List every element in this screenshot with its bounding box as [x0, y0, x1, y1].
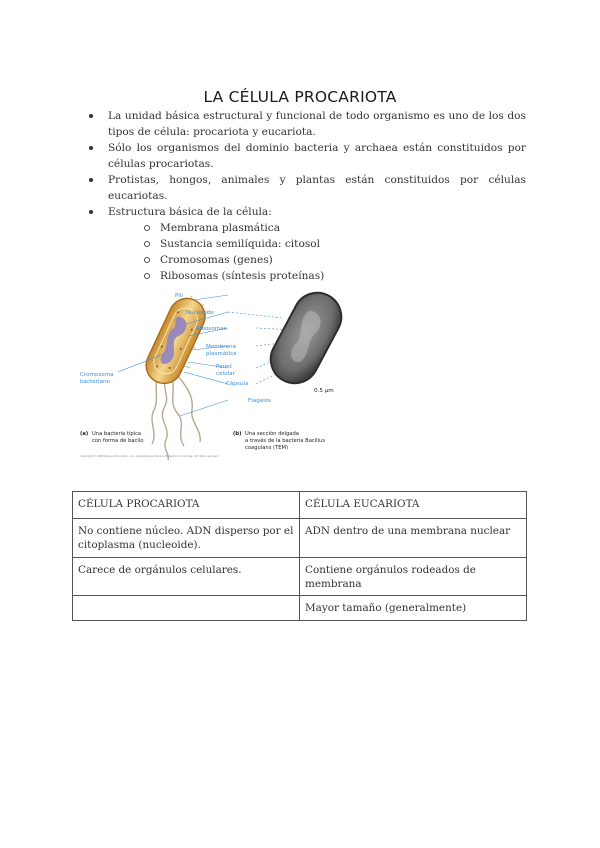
- bullet-item: Sólo los organismos del dominio bacteria y archaea están constituidos por células procariotas.: [86, 140, 526, 172]
- caption-b-line3: coagulans (TEM): [245, 445, 289, 451]
- caption-b-line1: Una sección delgada: [245, 431, 299, 437]
- caption-b-line2: a través de la bacteria Bacillus: [245, 438, 326, 444]
- rod-cell: [140, 293, 211, 390]
- table-header-cell: CÉLULA PROCARIOTA: [73, 492, 300, 519]
- table-header-cell: CÉLULA EUCARIOTA: [300, 492, 527, 519]
- caption-a-line1: Una bacteria típica: [92, 431, 142, 437]
- label-membrana-2: plasmática: [206, 351, 237, 357]
- bullet-item: [86, 204, 526, 284]
- scale-label: 0.5 µm: [314, 388, 334, 394]
- label-flagelos: Flagelos: [248, 398, 272, 404]
- bullet-item: La unidad básica estructural y funcional de todo organismo es uno de los dos tipos de célula: procariota y eucariota.: [86, 108, 526, 140]
- label-cromosoma: Cromosoma: [80, 372, 114, 378]
- label-pili: Pili: [175, 293, 183, 299]
- table-row: [73, 558, 527, 596]
- comparison-table: [72, 491, 527, 621]
- copyright-note: Copyright © 2008 Pearson Education, Inc., publishing as Pearson Benjamin Cummings. All rights reserved.: [80, 455, 219, 458]
- table-cell: Carece de orgánulos celulares.: [73, 558, 300, 596]
- label-cromosoma-2: bacteriano: [80, 379, 110, 385]
- bacteria-illustration: [76, 288, 376, 464]
- label-nucleoide: Nucleoide: [186, 310, 214, 316]
- sub-bullet-item: Sustancia semilíquida: citosol: [144, 236, 526, 252]
- sub-bullet-item: Cromosomas (genes): [144, 252, 526, 268]
- table-cell: [73, 596, 300, 621]
- label-capsula: Cápsula: [226, 381, 249, 387]
- table-cell: Contiene orgánulos rodeados de membrana: [300, 558, 527, 596]
- sub-bullet-item: Ribosomas (síntesis proteínas): [144, 268, 526, 284]
- bullet-text: Estructura básica de la célula:: [108, 206, 272, 218]
- table-header-row: [73, 492, 527, 519]
- sub-bullet-list: [108, 220, 526, 284]
- sub-bullet-item: Membrana plasmática: [144, 220, 526, 236]
- label-membrana: Membrana: [206, 344, 236, 350]
- table-row: [73, 519, 527, 558]
- caption-a-line2: con forma de bacilo: [92, 438, 144, 444]
- caption-a-letter: (a): [80, 431, 89, 437]
- bullet-item: Protistas, hongos, animales y plantas están constituidos por células eucariotas.: [86, 172, 526, 204]
- label-ribosomas: Ribosomas: [196, 326, 227, 332]
- bullet-list: [86, 108, 526, 284]
- tem-micrograph: [262, 288, 349, 392]
- page-title: LA CÉLULA PROCARIOTA: [203, 88, 397, 106]
- label-pared-2: celular: [216, 371, 235, 377]
- flagella: [152, 374, 200, 460]
- table-cell: No contiene núcleo. ADN disperso por el citoplasma (nucleoide).: [73, 519, 300, 558]
- table-row: [73, 596, 527, 621]
- label-pared: Pared: [216, 364, 232, 370]
- bacteria-figure: [76, 288, 376, 464]
- table-cell: Mayor tamaño (generalmente): [300, 596, 527, 621]
- table-cell: ADN dentro de una membrana nuclear: [300, 519, 527, 558]
- caption-b-letter: (b): [233, 431, 242, 437]
